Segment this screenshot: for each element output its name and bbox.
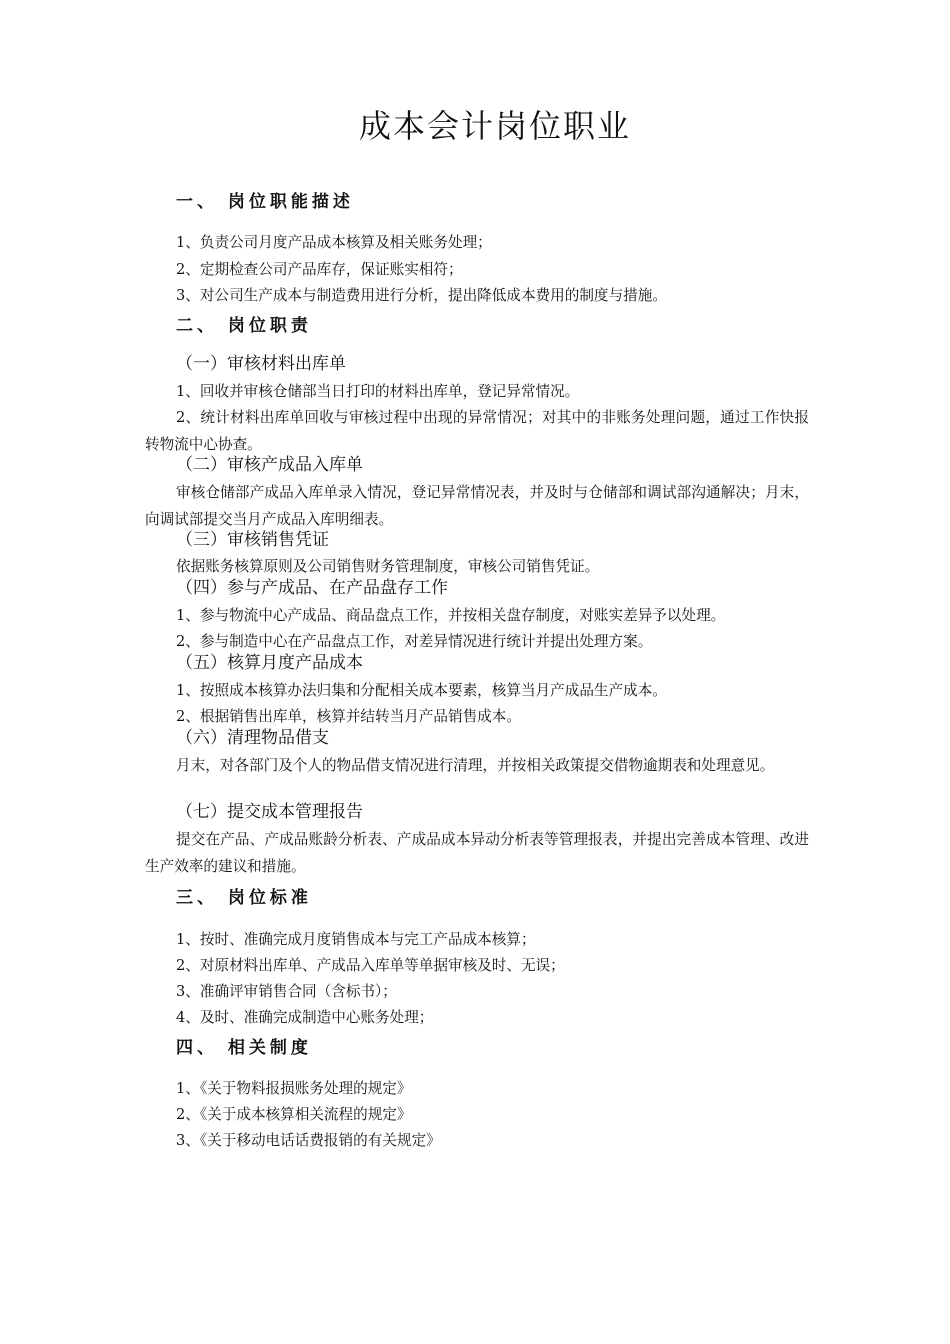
paragraph: 提交在产品、产成品账龄分析表、产成品成本异动分析表等管理报表，并提出完善成本管理、改进生产效率的建议和措施。 — [145, 831, 809, 875]
subsection-heading: （四）参与产成品、在产品盘存工作 — [176, 578, 448, 598]
paragraph: 月末，对各部门及个人的物品借支情况进行清理，并按相关政策提交借物逾期表和处理意见。 — [176, 757, 775, 774]
paragraph: 4、及时、准确完成制造中心账务处理； — [176, 1009, 434, 1026]
subsection-heading: （一）审核材料出库单 — [176, 354, 346, 374]
paragraph: 2、定期检查公司产品库存，保证账实相符； — [176, 261, 463, 278]
paragraph: 2、对原材料出库单、产成品入库单等单据审核及时、无误； — [176, 957, 565, 974]
section-heading-responsibilities: 二、 岗位职责 — [176, 316, 312, 336]
paragraph: 2、参与制造中心在产品盘点工作，对差异情况进行统计并提出处理方案。 — [176, 633, 653, 650]
paragraph: 1、回收并审核仓储部当日打印的材料出库单，登记异常情况。 — [176, 383, 580, 400]
paragraph: 1、参与物流中心产成品、商品盘点工作，并按相关盘存制度，对账实差异予以处理。 — [176, 607, 726, 624]
section-heading-standards: 三、 岗位标准 — [176, 888, 312, 908]
paragraph: 2、根据销售出库单，核算并结转当月产品销售成本。 — [176, 708, 521, 725]
paragraph: 审核仓储部产成品入库单录入情况，登记异常情况表，并及时与仓储部和调试部沟通解决；月末，向调试部提交当月产成品入库明细表。 — [145, 484, 809, 528]
paragraph: 2、统计材料出库单回收与审核过程中出现的异常情况；对其中的非账务处理问题，通过工作快报转物流中心协查。 — [145, 409, 809, 453]
subsection-heading: （二）审核产成品入库单 — [176, 455, 363, 475]
paragraph: 1、《关于物料报损账务处理的规定》 — [176, 1080, 412, 1097]
section-heading-duty-description: 一、 岗位职能描述 — [176, 192, 354, 212]
paragraph: 3、对公司生产成本与制造费用进行分析，提出降低成本费用的制度与措施。 — [176, 287, 667, 304]
paragraph: 3、《关于移动电话话费报销的有关规定》 — [176, 1132, 441, 1149]
subsection-heading: （三）审核销售凭证 — [176, 530, 329, 550]
paragraph: 2、《关于成本核算相关流程的规定》 — [176, 1106, 412, 1123]
document-title: 成本会计岗位职业 — [358, 107, 631, 145]
section-heading-related-policies: 四、 相关制度 — [176, 1038, 312, 1058]
paragraph: 1、按时、准确完成月度销售成本与完工产品成本核算； — [176, 931, 536, 948]
paragraph: 1、按照成本核算办法归集和分配相关成本要素，核算当月产成品生产成本。 — [176, 682, 667, 699]
paragraph: 3、准确评审销售合同（含标书）； — [176, 983, 397, 1000]
subsection-heading: （五）核算月度产品成本 — [176, 653, 363, 673]
paragraph: 1、负责公司月度产品成本核算及相关账务处理； — [176, 234, 492, 251]
paragraph: 依据账务核算原则及公司销售财务管理制度，审核公司销售凭证。 — [176, 558, 600, 575]
subsection-heading: （六）清理物品借支 — [176, 728, 329, 748]
subsection-heading: （七）提交成本管理报告 — [176, 802, 363, 822]
